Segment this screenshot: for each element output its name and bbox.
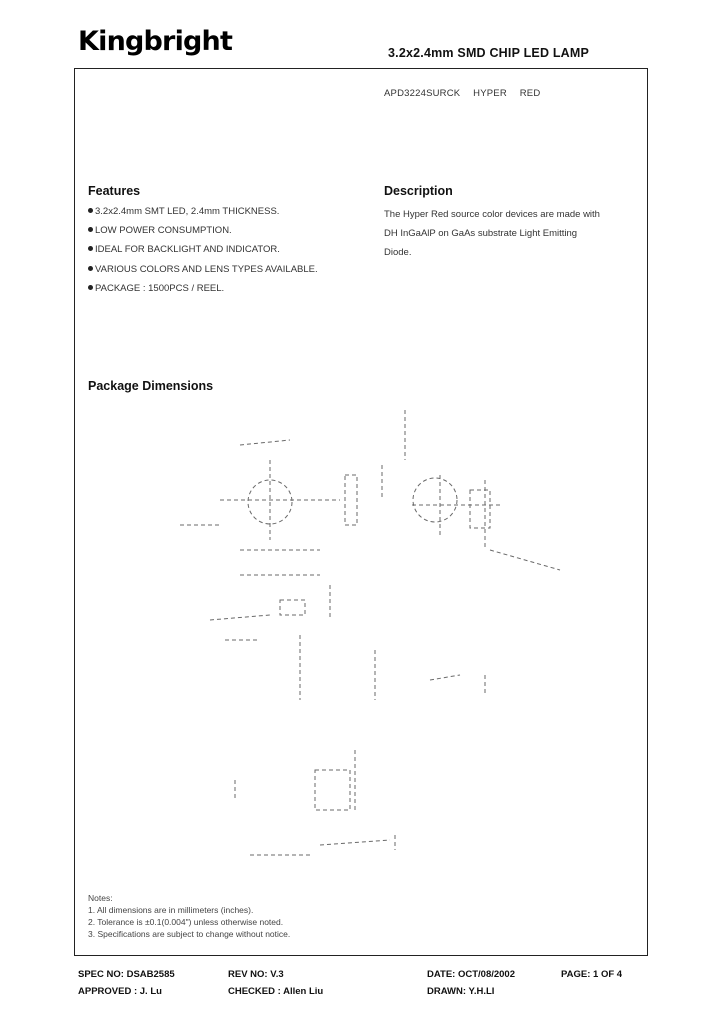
document-title: 3.2x2.4mm SMD CHIP LED LAMP (388, 46, 590, 60)
bullet-icon (88, 208, 93, 213)
part-number: APD3224SURCK (384, 88, 461, 99)
description-line: The Hyper Red source color devices are made with (384, 209, 600, 220)
page-number (561, 969, 622, 980)
kingbright-logo: Kingbright (78, 26, 233, 57)
spec-no-value: DSAB2585 (126, 969, 175, 980)
bullet-icon (88, 285, 93, 290)
checked-label: CHECKED : (228, 986, 281, 997)
feature-item: IDEAL FOR BACKLIGHT AND INDICATOR. (88, 243, 318, 262)
feature-item: VARIOUS COLORS AND LENS TYPES AVAILABLE. (88, 263, 318, 282)
checked-value: Allen Liu (283, 986, 324, 997)
date (427, 969, 515, 980)
description-text (384, 205, 642, 263)
note-item: 3. Specifications are subject to change without notice. (88, 929, 291, 939)
description-line: DH InGaAlP on GaAs substrate Light Emitting (384, 228, 578, 240)
part-color-1: HYPER (473, 88, 507, 99)
feature-item: PACKAGE : 1500PCS / REEL. (88, 282, 318, 301)
drawn-value: Y.H.LI (468, 986, 495, 997)
approved (78, 986, 162, 997)
note-item: 2. Tolerance is ±0.1(0.004") unless otherwise noted. (88, 917, 284, 927)
feature-item: 3.2x2.4mm SMT LED, 2.4mm THICKNESS. (88, 205, 318, 224)
part-number-line (384, 88, 550, 99)
approved-label: APPROVED : (78, 986, 138, 997)
rev-no-label: REV NO: (228, 969, 268, 980)
checked (228, 986, 323, 997)
page-value: 1 OF 4 (593, 969, 623, 980)
drawn (427, 986, 494, 997)
date-value: OCT/08/2002 (457, 969, 516, 980)
description-heading: Description (384, 184, 453, 198)
package-dimensions-heading: Package Dimensions (88, 379, 214, 393)
rev-no (228, 969, 284, 980)
page-label: PAGE: (561, 969, 591, 980)
rev-no-value: V.3 (270, 969, 284, 980)
feature-item: LOW POWER CONSUMPTION. (88, 224, 318, 243)
features-list (88, 205, 318, 301)
spec-no-label: SPEC NO: (78, 969, 124, 980)
features-heading: Features (88, 184, 141, 198)
note-item: 1. All dimensions are in millimeters (inches). (88, 905, 254, 915)
description-line: Diode. (384, 247, 412, 259)
bullet-icon (88, 246, 93, 251)
part-color-2: RED (519, 88, 541, 99)
drawn-label: DRAWN: (427, 986, 467, 997)
bullet-icon (88, 227, 93, 232)
notes-heading: Notes: (88, 893, 113, 903)
bullet-icon (88, 266, 93, 271)
date-label: DATE: (427, 969, 456, 980)
package-dimensions-drawing (150, 400, 570, 880)
approved-value: J. Lu (139, 986, 162, 997)
spec-no (78, 969, 175, 980)
notes (88, 892, 290, 940)
